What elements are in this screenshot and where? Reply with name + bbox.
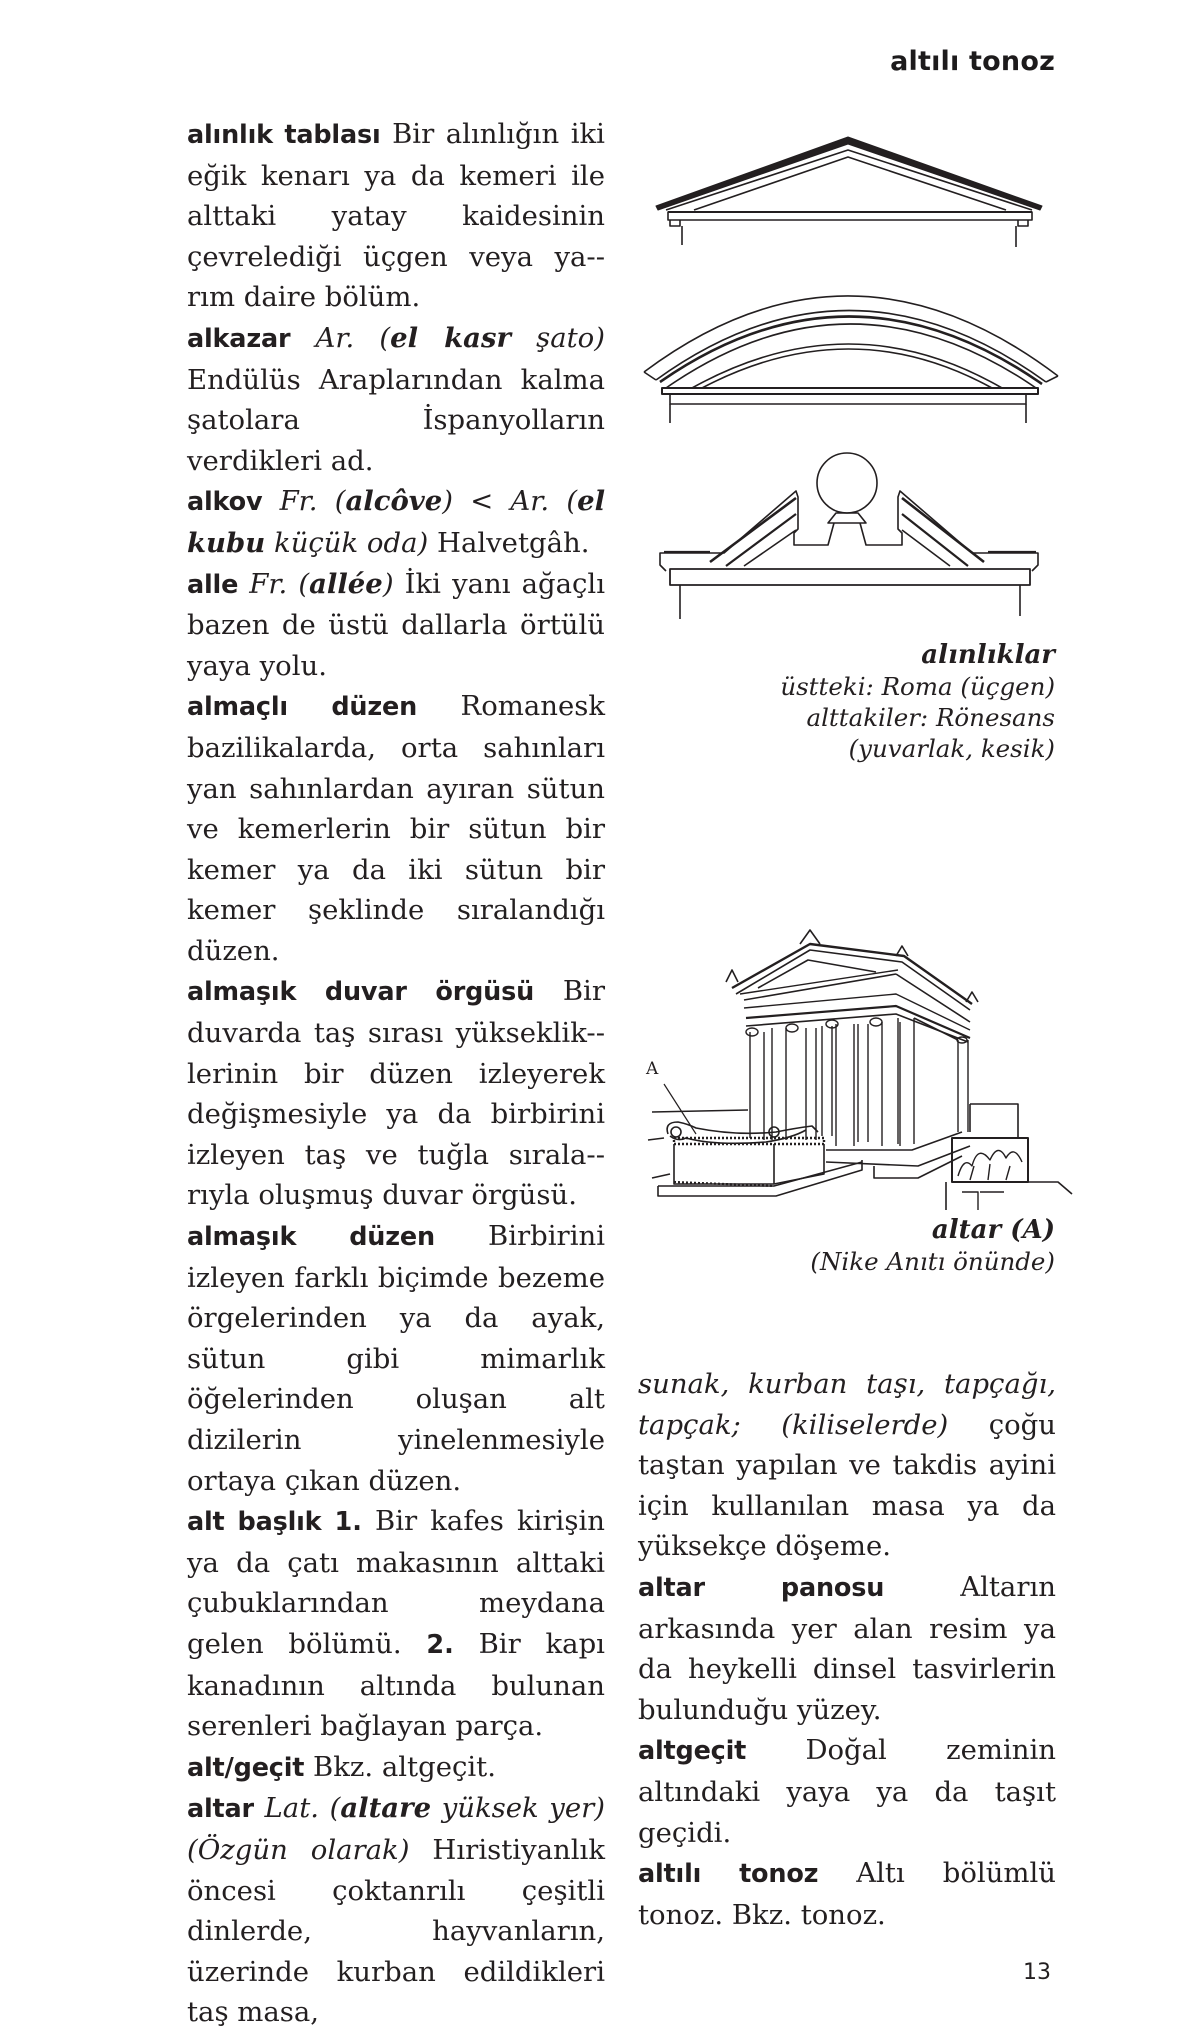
- etymology: (allée): [298, 567, 394, 600]
- definition: Altı bölümlü tonoz. Bkz. tonoz.: [638, 1857, 1057, 1931]
- definition: çoğu taştan yapılan ve takdis ayini için kullanılan masa ya da yüksekçe döşeme.: [638, 1408, 1056, 1563]
- etymon-gloss: şato: [536, 321, 595, 354]
- etymon: allée: [309, 567, 383, 600]
- cross-reference: Bkz. altgeçit.: [313, 1750, 496, 1783]
- etymon: el kubu: [187, 485, 606, 559]
- etymon: altare: [340, 1792, 432, 1825]
- etymology-2: (el kubu küçük oda): [187, 485, 606, 559]
- page-number: 13: [1023, 1960, 1051, 1985]
- definition: Bir alınlığın iki eğik kenarı ya da kemeri ile alttaki yatay kaidesinin çevrelediği üçgen veya ya-rım daire bölüm.: [187, 118, 605, 314]
- caption-title: altar (A): [931, 1215, 1055, 1245]
- definition: Endülüs Araplarından kalma şatolara İspanyolların verdikleri ad.: [187, 363, 605, 477]
- caption-line: (yuvarlak, kesik): [848, 734, 1055, 763]
- etymon-gloss: küçük oda: [274, 526, 418, 559]
- headword: altgeçit: [638, 1736, 747, 1767]
- entry-alinlik-tablasi: [187, 114, 605, 318]
- entry-almacli-duzen: [187, 686, 605, 971]
- entry-alkazar: [187, 318, 605, 481]
- origin-language: Fr.: [249, 567, 288, 600]
- etymon: el kasr: [390, 321, 511, 354]
- definition: Hıristiyanlık öncesi çoktanrılı çeşitli dinlerde, hayvanların, üzerinde kurban edildikleri taş masa,: [187, 1833, 605, 2029]
- running-head: altılı tonoz: [890, 46, 1055, 77]
- definition: Bir duvarda taş sırası yükseklik-lerinin bir düzen izleyerek değişmesiyle ya da birbirini izleyen taş ve tuğla sırala-rıyla oluşmuş duvar örgüsü.: [187, 975, 605, 1212]
- headword: almaşık duvar örgüsü: [187, 977, 535, 1008]
- headword: alle: [187, 569, 239, 600]
- headword: alkazar: [187, 323, 291, 354]
- usage-note: (Özgün olarak): [187, 1833, 410, 1866]
- triangular-pediment: [656, 137, 1042, 247]
- pediments-caption: [780, 640, 1055, 764]
- broken-pediment: [660, 453, 1038, 619]
- definition: İki yanı ağaçlı bazen de üstü dallarla örtülü yaya yolu.: [187, 567, 605, 682]
- headword: alınlık tablası: [187, 120, 381, 150]
- pediments-illustration: [640, 100, 1080, 620]
- entry-alkov: [187, 481, 605, 563]
- origin-language-2: Ar.: [510, 485, 550, 518]
- entry-altar-panosu: [638, 1567, 1056, 1730]
- origin-language: Lat.: [264, 1792, 319, 1825]
- altar-label: A: [646, 1059, 659, 1079]
- altar-illustration: [640, 910, 1080, 1210]
- segmental-pediment: [644, 296, 1058, 423]
- entry-altgecit: [638, 1730, 1056, 1853]
- right-column: [638, 1364, 1056, 1935]
- headword: alt/geçit: [187, 1752, 305, 1783]
- etymology: (el kasr şato): [379, 321, 605, 354]
- sense-number: 2.: [426, 1629, 454, 1660]
- headword: almaşık düzen: [187, 1222, 435, 1253]
- entry-alt-gecit: [187, 1747, 605, 1789]
- derivation-sign: <: [470, 485, 494, 518]
- entry-altar: [187, 1788, 605, 2033]
- etymon-gloss: yüksek yer: [441, 1792, 595, 1825]
- synonyms: sunak, kurban taşı, tapçağı, tapçak;: [638, 1368, 1056, 1441]
- entry-alt-baslik: [187, 1501, 605, 1747]
- etymology: (alcôve): [334, 485, 453, 518]
- altar-caption: [810, 1215, 1055, 1277]
- definition: Romanesk bazilikalarda, orta sahınları yan sahınlardan ayıran sütun ve kemerlerin bir sütun bir kemer ya da iki sütun bir kemer şeklinde sıralandığı düzen.: [187, 690, 605, 967]
- left-column: [187, 114, 605, 2033]
- usage-note: (kiliselerde): [781, 1408, 949, 1441]
- etymon: alcôve: [345, 485, 443, 518]
- altar-drawing: [648, 1110, 862, 1196]
- headword: alt başlık: [187, 1507, 322, 1538]
- sense-number: 1.: [334, 1507, 362, 1538]
- temple-drawing: [726, 930, 1072, 1210]
- headword: altılı tonoz: [638, 1859, 819, 1890]
- definition: Altarın arkasında yer alan resim ya da heykelli dinsel tasvirlerin bulunduğu yüzey.: [638, 1570, 1056, 1726]
- altar-pointer: [664, 1084, 696, 1134]
- origin-language: Fr.: [279, 485, 318, 518]
- entry-almasik-duvar-orgusu: [187, 971, 605, 1216]
- entry-altar-continued: [638, 1364, 1056, 1567]
- headword: almaçlı düzen: [187, 692, 418, 723]
- entry-alle: [187, 564, 605, 687]
- entry-almasik-duzen: [187, 1216, 605, 1501]
- headword: alkov: [187, 487, 263, 518]
- caption-line: alttakiler: Rönesans: [806, 703, 1055, 732]
- definition: Birbirini izleyen farklı biçimde bezeme örgelerinden ya da ayak, sütun gibi mimarlık öğelerinden oluşan alt dizilerin yinelenmesiyle ortaya çıkan düzen.: [187, 1220, 605, 1497]
- definition: Bir kapı kanadının altında bulunan serenleri bağlayan parça.: [187, 1627, 605, 1743]
- entry-altili-tonoz: [638, 1853, 1056, 1935]
- origin-language: Ar.: [315, 321, 355, 354]
- caption-title: alınlıklar: [921, 640, 1055, 670]
- caption-line: üstteki: Roma (üçgen): [780, 672, 1055, 701]
- etymology: (altare yüksek yer): [329, 1792, 605, 1825]
- caption-line: (Nike Anıtı önünde): [810, 1247, 1055, 1276]
- definition: Bir kafes kirişin ya da çatı makasının alttaki çubuklarından meydana gelen bölümü.: [187, 1505, 605, 1660]
- definition: Doğal zeminin altındaki yaya ya da taşıt geçidi.: [638, 1734, 1056, 1849]
- definition: Halvetgâh.: [436, 526, 590, 559]
- headword: altar: [187, 1794, 254, 1825]
- headword: altar panosu: [638, 1572, 885, 1603]
